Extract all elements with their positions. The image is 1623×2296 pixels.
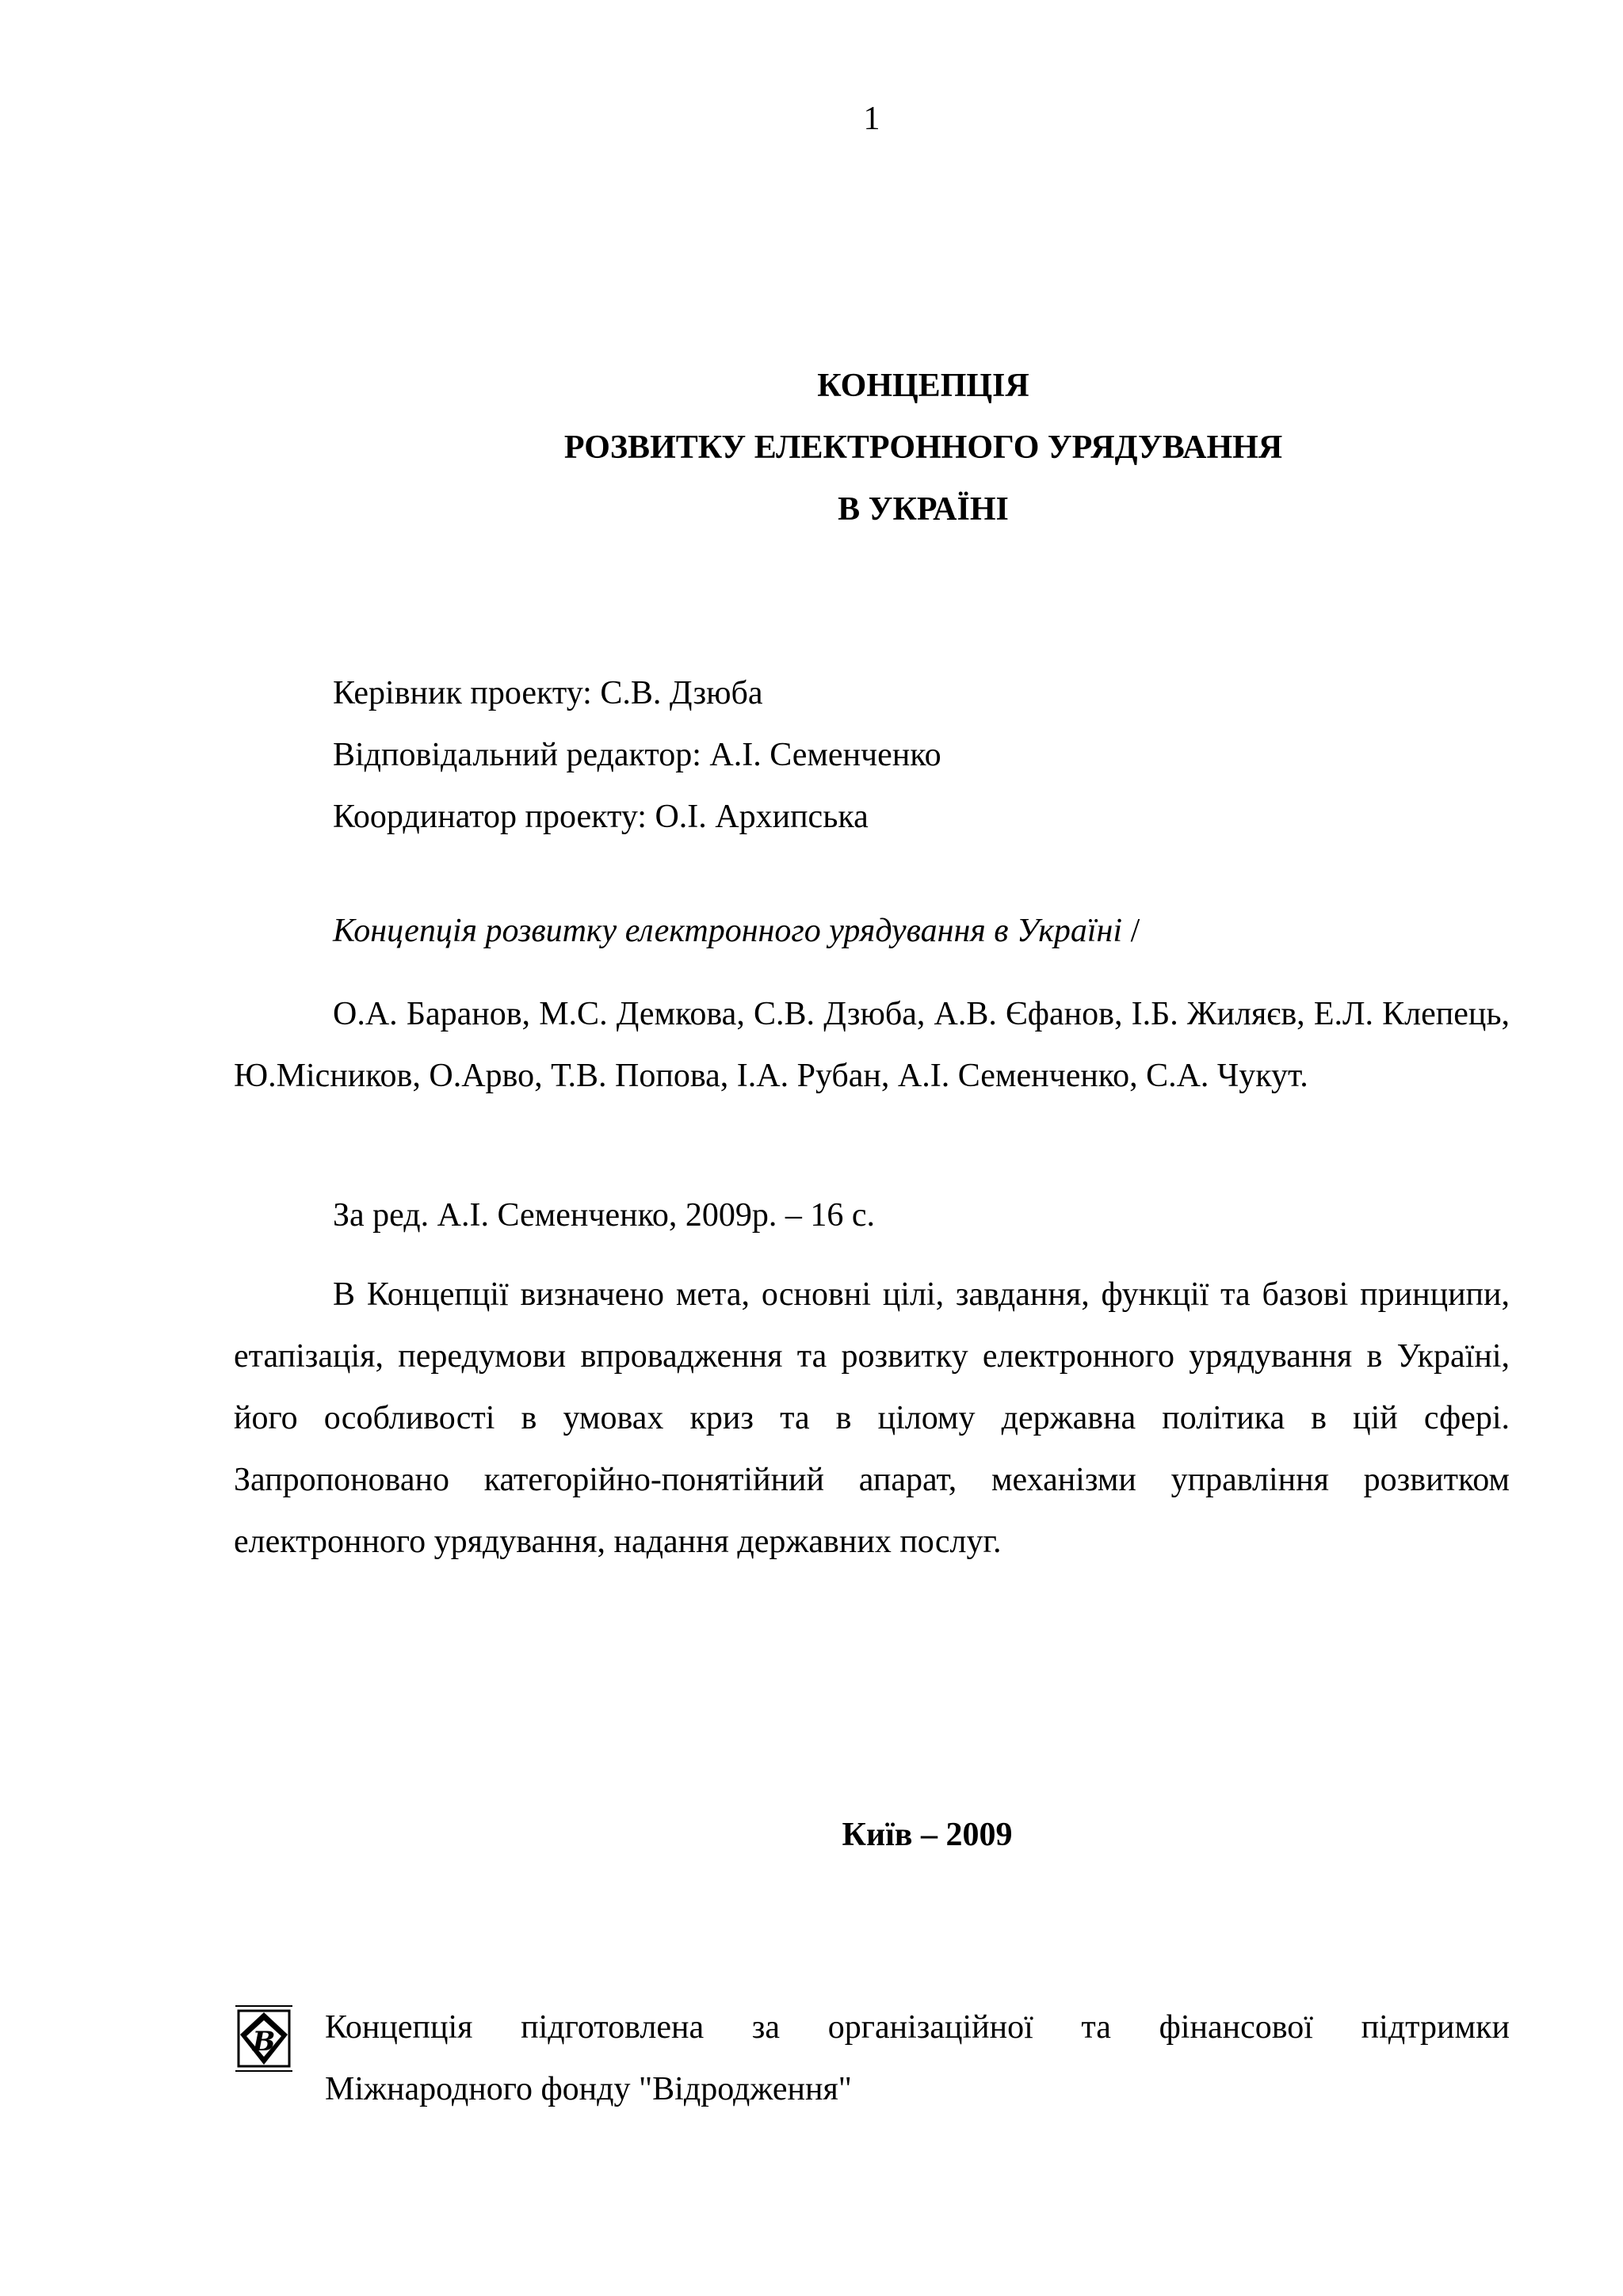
abstract-paragraph: В Концепції визначено мета, основні цілі, завдання, функції та базові принципи, етапізація, передумови впровадження та розвитку електронного урядування в Україні, його особливості в умовах криз та в цілому державна політика в цій сфері. Запропоновано категорійно-понятійний апарат, механізми управління розвитком електронного урядування, надання державних послуг. [234,1276,1510,1560]
citation-separator: / [1122,913,1140,949]
citation-authors: О.А. Баранов, М.С. Демкова, С.В. Дзюба, А.В. Єфанов, І.Б. Жиляєв, Е.Л. Клепець, Ю.Місников, О.Арво, Т.В. Попова, І.А. Рубан, А.І. Семенченко, С.А. Чукут. [234,996,1510,1094]
title-line-1: КОНЦЕПЦІЯ [817,368,1029,404]
title-line-2: РОЗВИТКУ ЕЛЕКТРОННОГО УРЯДУВАННЯ [563,429,1283,466]
title-line-3: В УКРАЇНІ [838,491,1009,528]
responsible-editor: Відповідальний редактор: А.І. Семенченко [333,737,941,773]
citation-title-line [333,900,1140,962]
city-year: Київ – 2009 [842,1817,1013,1853]
project-lead: Керівник проекту: С.В. Дзюба [333,675,763,711]
page-number: 1 [863,101,880,137]
project-coordinator: Координатор проекту: О.І. Архипська [333,799,869,835]
support-line-1: Концепція підготовлена за організаційної та фінансової підтримки [325,2009,1510,2046]
support-line-2: Міжнародного фонду "Відродження" [325,2071,852,2107]
logo-letter: В [252,2026,276,2058]
project-roles [333,662,1522,848]
support-note [325,1997,1510,2120]
renaissance-foundation-logo-icon [232,2003,296,2074]
citation-title: Концепція розвитку електронного урядування в Україні [333,913,1123,949]
document-title [396,355,1450,540]
citation-edition: За ред. А.І. Семенченко, 2009р. – 16 с. [333,1197,875,1234]
